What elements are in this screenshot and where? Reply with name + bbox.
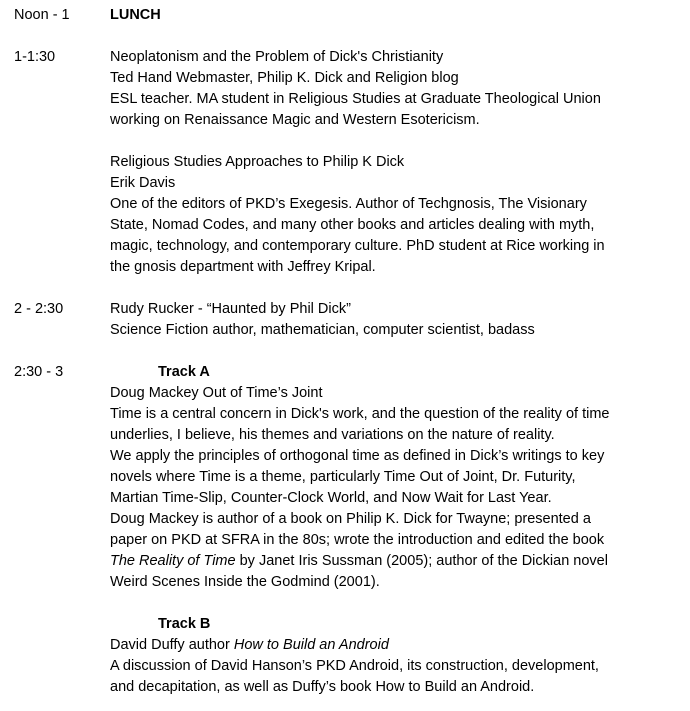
talk-bio-line: the gnosis department with Jeffrey Kripal. [110, 259, 376, 275]
time-230-3: 2:30 - 3 [14, 364, 64, 380]
book-title: The Reality of Time [110, 553, 236, 569]
session-2 [110, 299, 685, 341]
track-desc-line: Doug Mackey is author of a book on Philip K. Dick for Twayne; presented a [110, 511, 591, 527]
track-desc-line [110, 551, 685, 572]
talk-speaker: Ted Hand Webmaster, Philip K. Dick and Religion blog [110, 70, 459, 86]
track-b-block [110, 614, 685, 698]
time-2-230: 2 - 2:30 [14, 301, 64, 317]
track-desc-line: We apply the principles of orthogonal time as defined in Dick’s writings to key [110, 448, 605, 464]
track-desc-line: Weird Scenes Inside the Godmind (2001). [110, 574, 380, 590]
session-1-talk-2 [110, 152, 685, 278]
track-speaker: Doug Mackey Out of Time’s Joint [110, 385, 323, 401]
talk-title: Neoplatonism and the Problem of Dick's Christianity [110, 49, 444, 65]
speaker-name: David Duffy author [110, 637, 234, 653]
talk-bio-line: magic, technology, and contemporary culture. PhD student at Rice working in [110, 238, 605, 254]
book-title: How to Build an Android [233, 637, 389, 653]
time-1-130: 1-1:30 [14, 49, 56, 65]
track-desc-line: paper on PKD at SFRA in the 80s; wrote the introduction and edited the book [110, 532, 605, 548]
talk-bio-line: ESL teacher. MA student in Religious Studies at Graduate Theological Union [110, 91, 601, 107]
track-desc-line: A discussion of David Hanson’s PKD Android, its construction, development, [110, 658, 599, 674]
track-a-block [110, 362, 685, 593]
lunch-block [110, 5, 685, 26]
track-speaker [110, 635, 685, 656]
lunch-title: LUNCH [110, 7, 161, 23]
track-desc-line: novels where Time is a theme, particularly Time Out of Joint, Dr. Futurity, [110, 469, 576, 485]
talk-title: Rudy Rucker - “Haunted by Phil Dick” [110, 301, 351, 317]
talk-bio-line: One of the editors of PKD’s Exegesis. Author of Techgnosis, The Visionary [110, 196, 587, 212]
talk-bio-line: Science Fiction author, mathematician, computer scientist, badass [110, 322, 535, 338]
track-desc-line: Martian Time-Slip, Counter-Clock World, and Now Wait for Last Year. [110, 490, 552, 506]
talk-bio-line: State, Nomad Codes, and many other books and articles dealing with myth, [110, 217, 595, 233]
talk-speaker: Erik Davis [110, 175, 176, 191]
talk-bio-line: working on Renaissance Magic and Western Esotericism. [110, 112, 480, 128]
book-credit: by Janet Iris Sussman (2005); author of the Dickian novel [235, 553, 608, 569]
talk-title: Religious Studies Approaches to Philip K Dick [110, 154, 405, 170]
session-1-talk-1 [110, 47, 685, 131]
track-desc-line: Time is a central concern in Dick's work, and the question of the reality of time [110, 406, 610, 422]
track-desc-line: and decapitation, as well as Duffy’s book How to Build an Android. [110, 679, 535, 695]
track-b-label: Track B [158, 616, 211, 632]
track-a-label: Track A [158, 364, 210, 380]
time-noon: Noon - 1 [14, 7, 70, 23]
track-desc-line: underlies, I believe, his themes and variations on the nature of reality. [110, 427, 555, 443]
